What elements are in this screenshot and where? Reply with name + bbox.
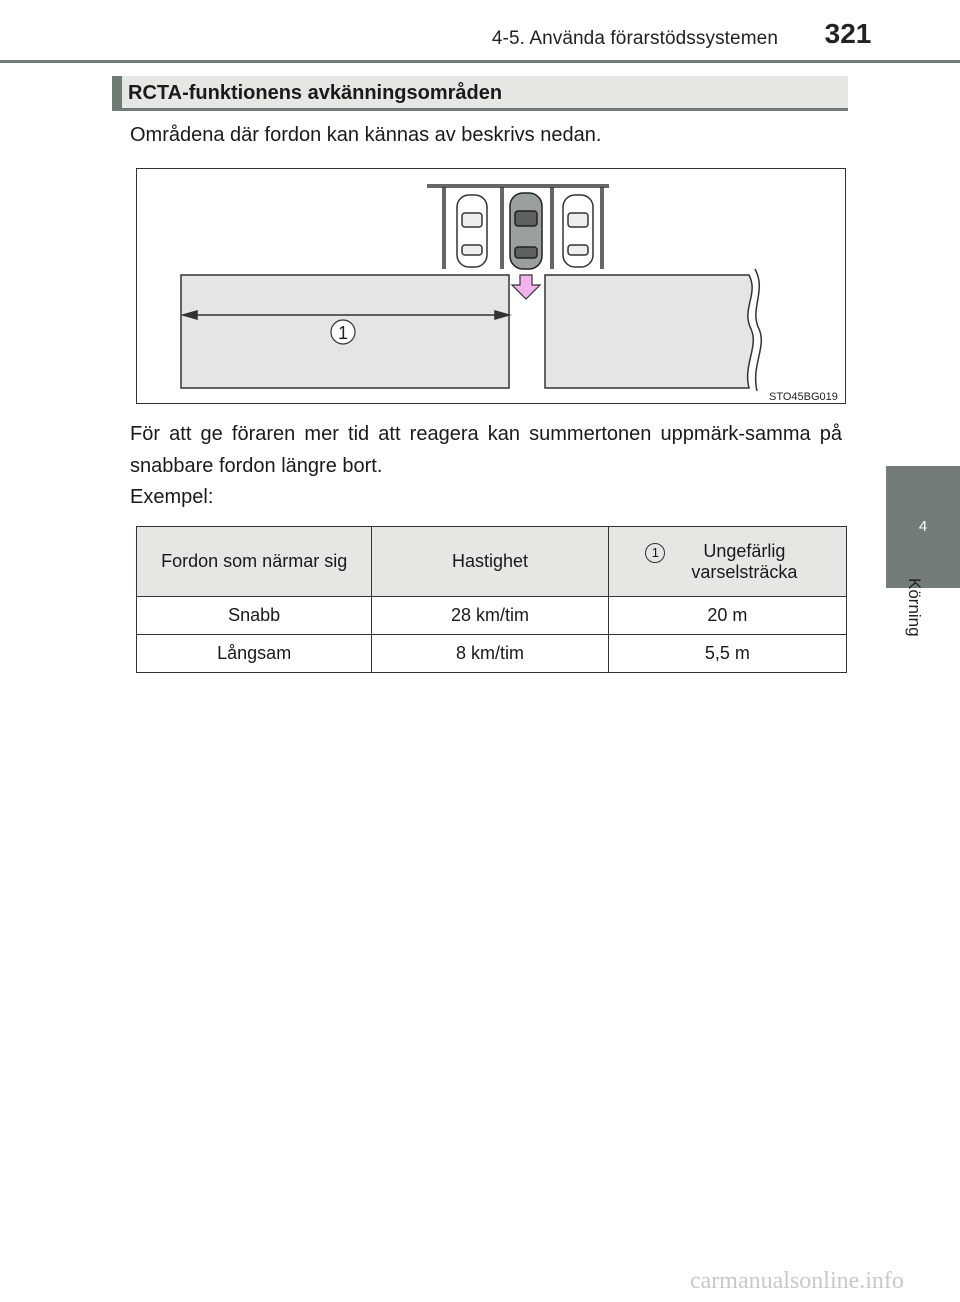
table-header-row [137, 527, 847, 597]
header-rule [0, 60, 960, 63]
table-cell: 20 m [608, 597, 846, 635]
table-row [137, 597, 847, 635]
header-callout-icon: 1 [645, 543, 665, 563]
header-section-title: 4-5. Använda förarstödssystemen [491, 28, 778, 49]
detection-area-figure [136, 168, 846, 404]
reverse-arrow-icon [512, 275, 540, 299]
own-car-icon [510, 193, 542, 269]
header-speed: Hastighet [372, 527, 608, 597]
chapter-tab [886, 466, 960, 588]
table-row [137, 635, 847, 673]
header-approaching-vehicle: Fordon som närmar sig [137, 527, 372, 597]
chapter-label [906, 578, 926, 656]
table-cell: 5,5 m [608, 635, 846, 673]
chapter-number: 4 [918, 518, 928, 535]
parked-car-right-icon [563, 195, 593, 267]
header-distance [608, 527, 846, 597]
figure-callout-number: 1 [337, 323, 349, 343]
chapter-label-text: Körning [905, 578, 924, 637]
body-paragraph: För att ge föraren mer tid att reagera kan summertonen uppmärk-samma på snabbare fordon längre bort. [130, 423, 842, 477]
detection-zone-right [545, 275, 753, 388]
watermark: carmanualsonline.info [690, 1268, 904, 1294]
example-table [136, 526, 847, 673]
table-cell: Snabb [137, 597, 372, 635]
example-label: Exempel: [130, 486, 214, 508]
table-cell: 28 km/tim [372, 597, 608, 635]
section-title-bar [112, 76, 848, 111]
intro-paragraph: Områdena där fordon kan kännas av beskrivs nedan. [130, 124, 602, 146]
zone-break-line [755, 269, 761, 391]
table-cell: 8 km/tim [372, 635, 608, 673]
table-cell: Långsam [137, 635, 372, 673]
parked-car-left-icon [457, 195, 487, 267]
header-distance-text: Ungefärlig varselsträcka [691, 540, 798, 582]
figure-code: STO45BG019 [769, 391, 838, 403]
detection-area-illustration [137, 169, 847, 405]
page-number: 321 [824, 18, 872, 49]
section-title: RCTA-funktionens avkänningsområden [128, 82, 503, 104]
